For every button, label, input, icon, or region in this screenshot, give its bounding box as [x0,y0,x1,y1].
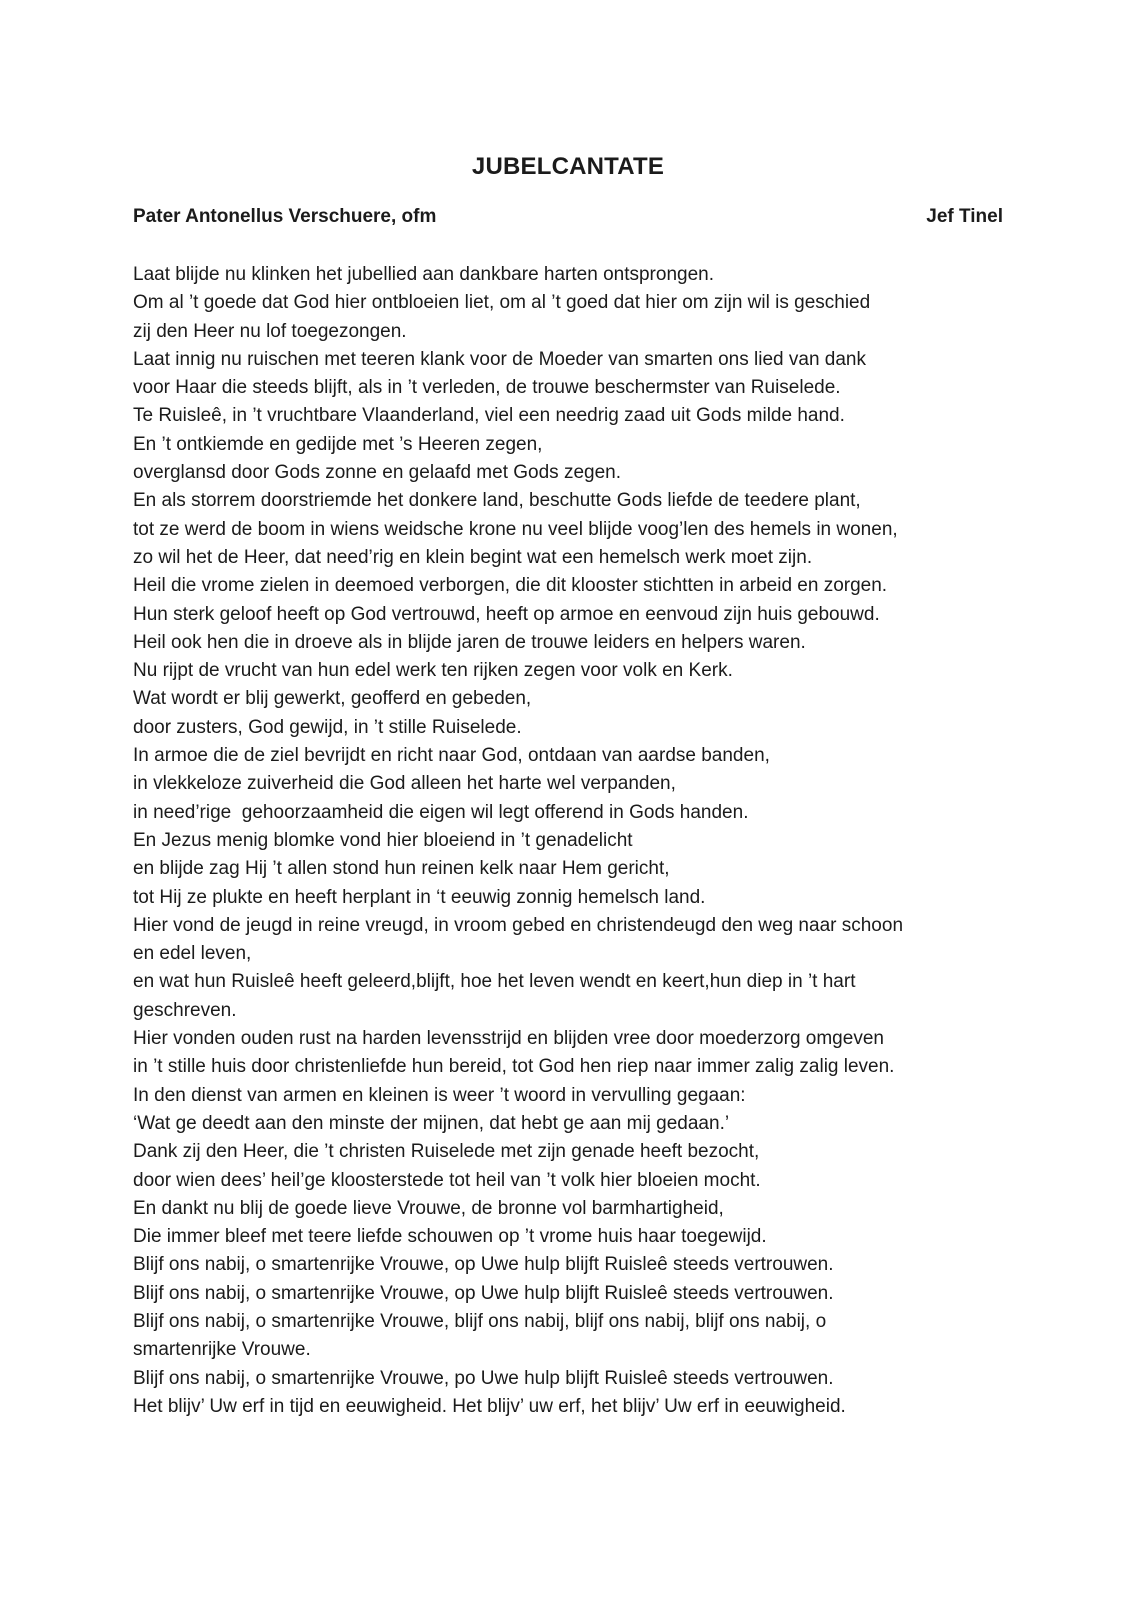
text-line: En Jezus menig blomke vond hier bloeiend in ’t genadelicht [133,829,633,851]
text-line: smartenrijke Vrouwe. [133,1339,311,1361]
text-line: Heil ook hen die in droeve als in blijde jaren de trouwe leiders en helpers waren. [133,631,806,653]
text-line: in need’rige gehoorzaamheid die eigen wil legt offerend in Gods handen. [133,801,749,823]
text-line: Laat innig nu ruischen met teeren klank voor de Moeder van smarten ons lied van dank [133,348,866,370]
text-line: En ’t ontkiemde en gedijde met ’s Heeren zegen, [133,433,543,455]
text-line: Heil die vrome zielen in deemoed verborgen, die dit klooster stichtten in arbeid en zorgen. [133,575,888,597]
text-line: in ’t stille huis door christenliefde hun bereid, tot God hen riep naar immer zalig zalig leven. [133,1056,895,1078]
text-line: en blijde zag Hij ’t allen stond hun reinen kelk naar Hem gericht, [133,858,670,880]
text-line: Nu rijpt de vrucht van hun edel werk ten rijken zegen voor volk en Kerk. [133,660,733,682]
text-line: Die immer bleef met teere liefde schouwen op ’t vrome huis haar toegewijd. [133,1226,767,1248]
text-line: en wat hun Ruisleê heeft geleerd,blijft, hoe het leven wendt en keert,hun diep in ’t hart [133,971,856,993]
text-line: Blijf ons nabij, o smartenrijke Vrouwe, op Uwe hulp blijft Ruisleê steeds vertrouwen. [133,1254,834,1276]
text-line: Dank zij den Heer, die ’t christen Ruiselede met zijn genade heeft bezocht, [133,1141,760,1163]
text-line: zo wil het de Heer, dat need’rig en klein begint wat een hemelsch werk moet zijn. [133,546,813,568]
text-line: Het blijv’ Uw erf in tijd en eeuwigheid. Het blijv’ uw erf, het blijv’ Uw erf in eeuwigheid. [133,1395,846,1417]
text-line: Blijf ons nabij, o smartenrijke Vrouwe, po Uwe hulp blijft Ruisleê steeds vertrouwen. [133,1367,834,1389]
text-line: tot Hij ze plukte en heeft herplant in ‘t eeuwig zonnig hemelsch land. [133,886,706,908]
text-line: In den dienst van armen en kleinen is weer ’t woord in vervulling gegaan: [133,1084,746,1106]
text-line: tot ze werd de boom in wiens weidsche krone nu veel blijde voog’len des hemels in wonen, [133,518,898,540]
text-line: Blijf ons nabij, o smartenrijke Vrouwe, op Uwe hulp blijft Ruisleê steeds vertrouwen. [133,1282,834,1304]
text-line: En dankt nu blij de goede lieve Vrouwe, de bronne vol barmhartigheid, [133,1197,724,1219]
author-right: Jef Tinel [926,206,1003,227]
text-line: Laat blijde nu klinken het jubellied aan dankbare harten ontsprongen. [133,264,714,285]
text-line: door wien dees’ heil’ge kloosterstede tot heil van ’t volk hier bloeien mocht. [133,1169,761,1191]
text-line: En als storrem doorstriemde het donkere land, beschutte Gods liefde de teedere plant, [133,490,861,512]
text-line: Hier vonden ouden rust na harden levensstrijd en blijden vree door moederzorg omgeven [133,1028,884,1050]
byline [133,206,1003,228]
text-line: In armoe die de ziel bevrijdt en richt naar God, ontdaan van aardse banden, [133,745,770,767]
poem-body [133,261,1033,1421]
text-line: in vlekkeloze zuiverheid die God alleen het harte wel verpanden, [133,773,676,795]
text-line: overglansd door Gods zonne en gelaafd met Gods zegen. [133,462,621,484]
text-line: Wat wordt er blij gewerkt, geofferd en gebeden, [133,688,532,710]
author-left: Pater Antonellus Verschuere, ofm [133,206,437,227]
text-line: Te Ruisleê, in ’t vruchtbare Vlaanderland, viel een needrig zaad uit Gods milde hand. [133,405,845,427]
text-line: Blijf ons nabij, o smartenrijke Vrouwe, blijf ons nabij, blijf ons nabij, blijf ons nabij, o [133,1310,827,1332]
text-line: door zusters, God gewijd, in ’t stille Ruiselede. [133,716,522,738]
text-line: voor Haar die steeds blijft, als in ’t verleden, de trouwe beschermster van Ruiselede. [133,377,841,399]
text-line: Hier vond de jeugd in reine vreugd, in vroom gebed en christendeugd den weg naar schoon [133,914,904,936]
text-line: Hun sterk geloof heeft op God vertrouwd, heeft op armoe en eenvoud zijn huis gebouwd. [133,603,880,625]
text-line: ‘Wat ge deedt aan den minste der mijnen, dat hebt ge aan mij gedaan.’ [133,1112,730,1134]
text-line: Om al ’t goede dat God hier ontbloeien liet, om al ’t goed dat hier om zijn wil is geschied [133,292,871,314]
text-line: en edel leven, [133,943,252,965]
page-title: JUBELCANTATE [471,153,665,181]
text-line: zij den Heer nu lof toegezongen. [133,320,407,342]
text-line: geschreven. [133,999,237,1021]
